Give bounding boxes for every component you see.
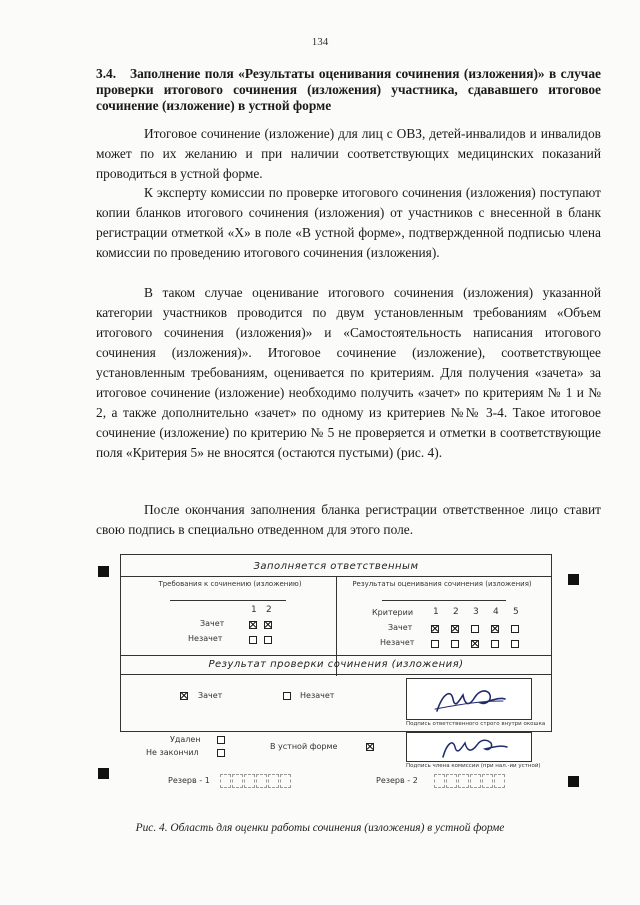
criterion-number: 1 — [433, 607, 439, 617]
criterion-number: 5 — [513, 607, 519, 617]
alignment-marker-bottom-right — [568, 776, 579, 787]
criteria-label: Критерии — [372, 608, 414, 617]
results-title: Результаты оценивания сочинения (изложения) — [352, 580, 532, 588]
divider — [120, 655, 552, 656]
requirement-number: 2 — [266, 605, 272, 615]
section-title: Заполнение поля «Результаты оценивания сочинения (изложения)» в случае проверки итогового сочинения (изложения) участника, сдававшего итоговое сочинение (изложение) в устной форме — [96, 66, 601, 113]
criterion-4-pass-checkbox[interactable] — [491, 625, 499, 633]
paragraph-oral-form: Итоговое сочинение (изложение) для лиц с ОВЗ, детей-инвалидов и инвалидов может по их желанию и при наличии соответствующих медицинских показаний проводиться в устной форме. — [96, 126, 601, 181]
divider — [120, 674, 552, 675]
reserve-cell — [482, 774, 493, 788]
oral-form-label: В устной форме — [270, 742, 338, 751]
not-finished-checkbox[interactable] — [217, 749, 225, 757]
reserve-cell — [446, 774, 457, 788]
final-pass-checkbox[interactable] — [180, 692, 188, 700]
criterion-5-pass-checkbox[interactable] — [511, 625, 519, 633]
criterion-3-pass-checkbox[interactable] — [471, 625, 479, 633]
criterion-3-fail-checkbox[interactable] — [471, 640, 479, 648]
reserve-cell — [494, 774, 505, 788]
divider — [170, 600, 286, 601]
removed-label: Удален — [170, 735, 201, 744]
requirements-fail-label: Незачет — [188, 634, 223, 643]
requirements-title: Требования к сочинению (изложению) — [158, 580, 302, 588]
alignment-marker-top-right — [568, 574, 579, 585]
section-heading — [96, 66, 601, 114]
form-figure — [120, 552, 552, 792]
criterion-number: 4 — [493, 607, 499, 617]
criterion-2-pass-checkbox[interactable] — [451, 625, 459, 633]
responsible-signature-caption: Подпись ответственного строго внутри окошка — [406, 721, 546, 727]
results-pass-label: Зачет — [388, 623, 413, 632]
reserve-cell — [470, 774, 481, 788]
paragraph-evaluation-rules: В таком случае оценивание итогового сочинения (изложения) указанной категории участников проводится по двум установленным требованиям «Объем итогового сочинения (изложения)» и «Самостоятельность написания итогового сочинения (изложения)». Итоговое сочинение (изложение), соответствующее установленным требованиям, оценивается по критериям. Для получения «зачета» за итоговое сочинение (изложение) необходимо получить «зачет» по критериям № 1 и № 2, а также дополнительно «зачет» по одному из критериев №№ 3-4. Такое итоговое сочинение (изложение) по критерию № 5 не проверяется и отметки в соответствующие поля «Критерия 5» не вносятся (остаются пустыми) (рис. 4). — [96, 285, 601, 460]
commission-signature-caption: Подпись члена комиссии (при нал.-ии устной) — [406, 763, 541, 769]
removed-checkbox[interactable] — [217, 736, 225, 744]
alignment-marker-top-left — [98, 566, 109, 577]
reserve-cell — [434, 774, 445, 788]
criterion-1-fail-checkbox[interactable] — [431, 640, 439, 648]
paragraph-signature: После окончания заполнения бланка регистрации ответственное лицо ставит свою подпись в специально отведенном для этого поле. — [96, 502, 601, 537]
evaluation-form — [120, 552, 552, 792]
requirement-number: 1 — [251, 605, 257, 615]
reserve-2-label: Резерв - 2 — [376, 776, 418, 785]
criterion-number: 2 — [453, 607, 459, 617]
criterion-2-fail-checkbox[interactable] — [451, 640, 459, 648]
reserve-cell — [280, 774, 291, 788]
alignment-marker-bottom-left — [98, 768, 109, 779]
requirement-1-pass-checkbox[interactable] — [249, 621, 257, 629]
oral-form-checkbox[interactable] — [366, 743, 374, 751]
commission-signature-field[interactable] — [406, 732, 532, 762]
page-number: 134 — [311, 36, 329, 48]
reserve-cell — [256, 774, 267, 788]
requirement-2-pass-checkbox[interactable] — [264, 621, 272, 629]
requirement-2-fail-checkbox[interactable] — [264, 636, 272, 644]
check-result-title: Результат проверки сочинения (изложения) — [208, 659, 464, 670]
reserve-cell — [268, 774, 279, 788]
paragraph-expert-copies: К эксперту комиссии по проверке итогового сочинения (изложения) поступают копии бланков итогового сочинения (изложения) от участников с внесенной в бланк регистрации отметкой «Х» в поле «В устной форме», подтвержденной подписью члена комиссии по проведению итогового сочинения (изложения). — [96, 185, 601, 260]
criterion-number: 3 — [473, 607, 479, 617]
criterion-1-pass-checkbox[interactable] — [431, 625, 439, 633]
handwritten-signature-icon — [407, 733, 531, 761]
criterion-5-fail-checkbox[interactable] — [511, 640, 519, 648]
figure-caption: Рис. 4. Область для оценки работы сочинения (изложения) в устной форме — [135, 822, 505, 834]
reserve-cell — [232, 774, 243, 788]
results-fail-label: Незачет — [380, 638, 415, 647]
form-header: Заполняется ответственным — [253, 561, 419, 572]
final-fail-checkbox[interactable] — [283, 692, 291, 700]
reserve-cell — [458, 774, 469, 788]
requirements-pass-label: Зачет — [200, 619, 225, 628]
criterion-4-fail-checkbox[interactable] — [491, 640, 499, 648]
reserve-1-field[interactable] — [220, 774, 300, 788]
reserve-cell — [220, 774, 231, 788]
requirement-1-fail-checkbox[interactable] — [249, 636, 257, 644]
handwritten-signature-icon — [407, 679, 531, 719]
responsible-signature-field[interactable] — [406, 678, 532, 720]
reserve-2-field[interactable] — [434, 774, 514, 788]
final-pass-label: Зачет — [198, 691, 223, 700]
not-finished-label: Не закончил — [146, 748, 199, 757]
divider — [382, 600, 506, 601]
final-fail-label: Незачет — [300, 691, 335, 700]
reserve-cell — [244, 774, 255, 788]
reserve-1-label: Резерв - 1 — [168, 776, 210, 785]
section-number: 3.4. — [96, 66, 117, 81]
